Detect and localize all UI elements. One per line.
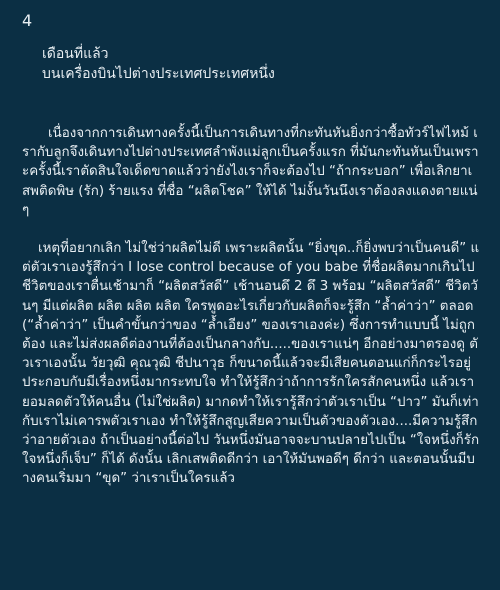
page-number: 4 (22, 11, 33, 30)
body-paragraph-1: เนื่องจากการเดินทางครั้งนี้เป็นการเดินทางที่กะทันหันยิ่งกว่าซื้อทัวร์ไฟไหม้ เรากับลูกจึงเดินทางไปต่างประเทศลำพังแม่ลูกเป็นครั้งแรก ที่มันกะทันหันเป็นเพราะครั้งนี้เราตัดสินใจเด็ดขาดแล้วว่ายังไงเราก็จะต้องไป “ถ้ากระบอก” เพื่อเลิกยาเสพติดพิษ (รัก) ร้ายแรง ที่ชื่อ “ผลิตโชค” ให้ได้ ไม่งั้นวันนึงเราต้องลงแดงตายแน่ๆ (22, 126, 479, 218)
date-location-header (42, 44, 480, 84)
header-location: บนเครื่องบินไปต่างประเทศประเทศหนึ่ง (42, 66, 275, 82)
header-date: เดือนที่แล้ว (42, 46, 109, 62)
body-paragraph-2: เหตุที่อยากเลิก ไม่ใช่ว่าผลิตไม่ดี เพราะผลิตนั้น “ยิ่งขุด..ก็ยิ่งพบว่าเป็นคนดี” แต่ตัวเราเองรู้สึกว่า I lose control because of you babe ที่ชื่อผลิตมากเกินไป ชีวิตของเราตื่นเช้ามาก็ “ผลิตสวัสดี” เช้านอนดึ 2 ดึ 3 พร้อม “ผลิตสวัสดี” ชีวิตวันๆ มีแต่ผลิต ผลิต ผลิต ผลิต ใครพูดอะไรเกี่ยวกับผลิตก็จะรู้สึก “ล้ำค่าว่า” ตลอด (“ล้ำค่าว่า” เป็นคำขั้นกว่าของ “ล้ำเอียง” ของเราเองค่ะ) ซึ่งการทำแบบนี้ ไม่ถูกต้อง และไม่ส่งผลดีต่องานที่ต้องเป็นกลางกับ.....ของเราแน่ๆ อีกอย่างมาตรองดู ตัวเราเองนั้น วัยวุฒิ คุณวุฒิ ชีปนาวุธ ก็ขนาดนี้แล้วจะมีเสียคนตอนแก่ก็กระไรอยู่ ประกอบกับมีเรื่องหนึ่งมากระทบใจ ทำให้รู้สึกว่าถ้าการรักใครสักคนหนึ่ง แล้วเรายอมลดตัวให้คนอื่น (ไม่ใช่ผลิต) มากดทำให้เรารู้สึกว่าตัวเราเป็น “ปาว” มันก็เท่ากับเราไม่เคารพตัวเราเอง ทำให้รู้สึกสูญเสียความเป็นตัวของตัวเอง....มีความรู้สึกว่าอายตัวเอง ถ้าเป็นอย่างนี้ต่อไป วันหนึ่งมันอาจจะบานปลายไปเป็น “ใจหนึ่งก็รัก ใจหนึ่งก็เจ็บ” ก็ได้ ดังนั้น เลิกเสพติดดีกว่า เอาให้มันพอดีๆ ดีกว่า และตอนนั้นมีบางคนเริ่มมา “ขุด” ว่าเราเป็นใครแล้ว (22, 241, 480, 487)
